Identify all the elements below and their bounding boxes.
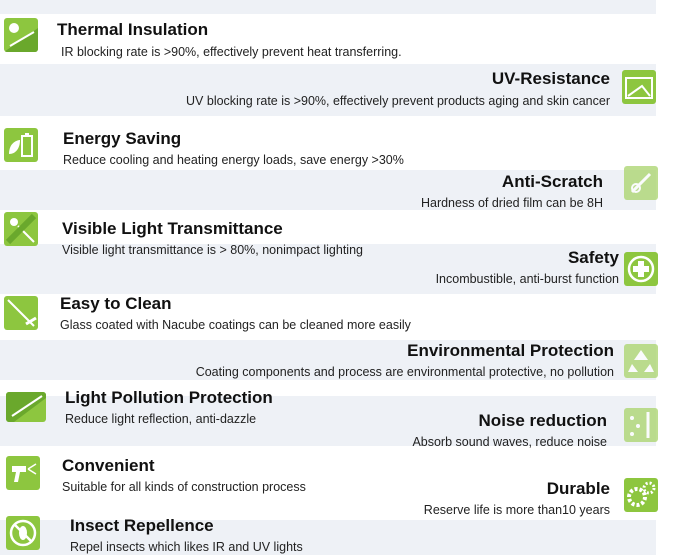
- feature-description: Hardness of dried film can be 8H: [420, 196, 603, 210]
- wiper-icon: [4, 296, 38, 330]
- feature-description: Suitable for all kinds of construction process: [62, 480, 306, 494]
- feature-description: Reduce light reflection, anti-dazzle: [65, 412, 257, 426]
- feature-title: Thermal Insulation: [57, 20, 209, 39]
- spray-gun-icon: [6, 456, 40, 490]
- insect-ban-icon: [6, 516, 40, 550]
- feature-title: Durable: [546, 479, 610, 498]
- feature-description: UV blocking rate is >90%, effectively prevent products aging and skin cancer: [186, 94, 610, 108]
- feature-title: Anti-Scratch: [501, 172, 603, 191]
- feature-description: Incombustible, anti-burst function: [435, 272, 619, 286]
- background-band: [0, 0, 656, 14]
- light-window-icon: [4, 212, 38, 246]
- feature-description: Reduce cooling and heating energy loads, save energy >30%: [63, 153, 404, 167]
- uv-shield-icon: [622, 70, 656, 104]
- feature-description: Repel insects which likes IR and UV lights: [70, 540, 303, 554]
- recycle-icon: [624, 344, 658, 378]
- feature-title: Light Pollution Protection: [65, 388, 273, 407]
- sun-glass-icon: [4, 18, 38, 52]
- feature-description: Visible light transmittance is > 80%, nonimpact lighting: [62, 243, 363, 257]
- gears-icon: [624, 478, 658, 512]
- feature-title: Environmental Protection: [407, 341, 614, 360]
- feature-description: Reserve life is more than10 years: [423, 503, 610, 517]
- feature-title: Insect Repellence: [70, 516, 214, 535]
- feature-description: Coating components and process are environmental protective, no pollution: [195, 365, 614, 379]
- scratch-tool-icon: [624, 166, 658, 200]
- feature-title: Safety: [567, 248, 619, 267]
- sound-wave-icon: [624, 408, 658, 442]
- feature-title: Noise reduction: [478, 411, 607, 430]
- feature-title: UV-Resistance: [491, 69, 610, 88]
- battery-leaf-icon: [4, 128, 38, 162]
- feature-title: Easy to Clean: [60, 294, 172, 313]
- feature-description: Absorb sound waves, reduce noise: [412, 435, 607, 449]
- feature-title: Energy Saving: [63, 129, 182, 148]
- feature-description: Glass coated with Nacube coatings can be cleaned more easily: [60, 318, 411, 332]
- light-beam-icon: [6, 392, 46, 422]
- safety-cross-icon: [624, 252, 658, 286]
- feature-title: Visible Light Transmittance: [62, 219, 283, 238]
- feature-title: Convenient: [62, 456, 155, 475]
- feature-description: IR blocking rate is >90%, effectively prevent heat transferring.: [61, 45, 402, 59]
